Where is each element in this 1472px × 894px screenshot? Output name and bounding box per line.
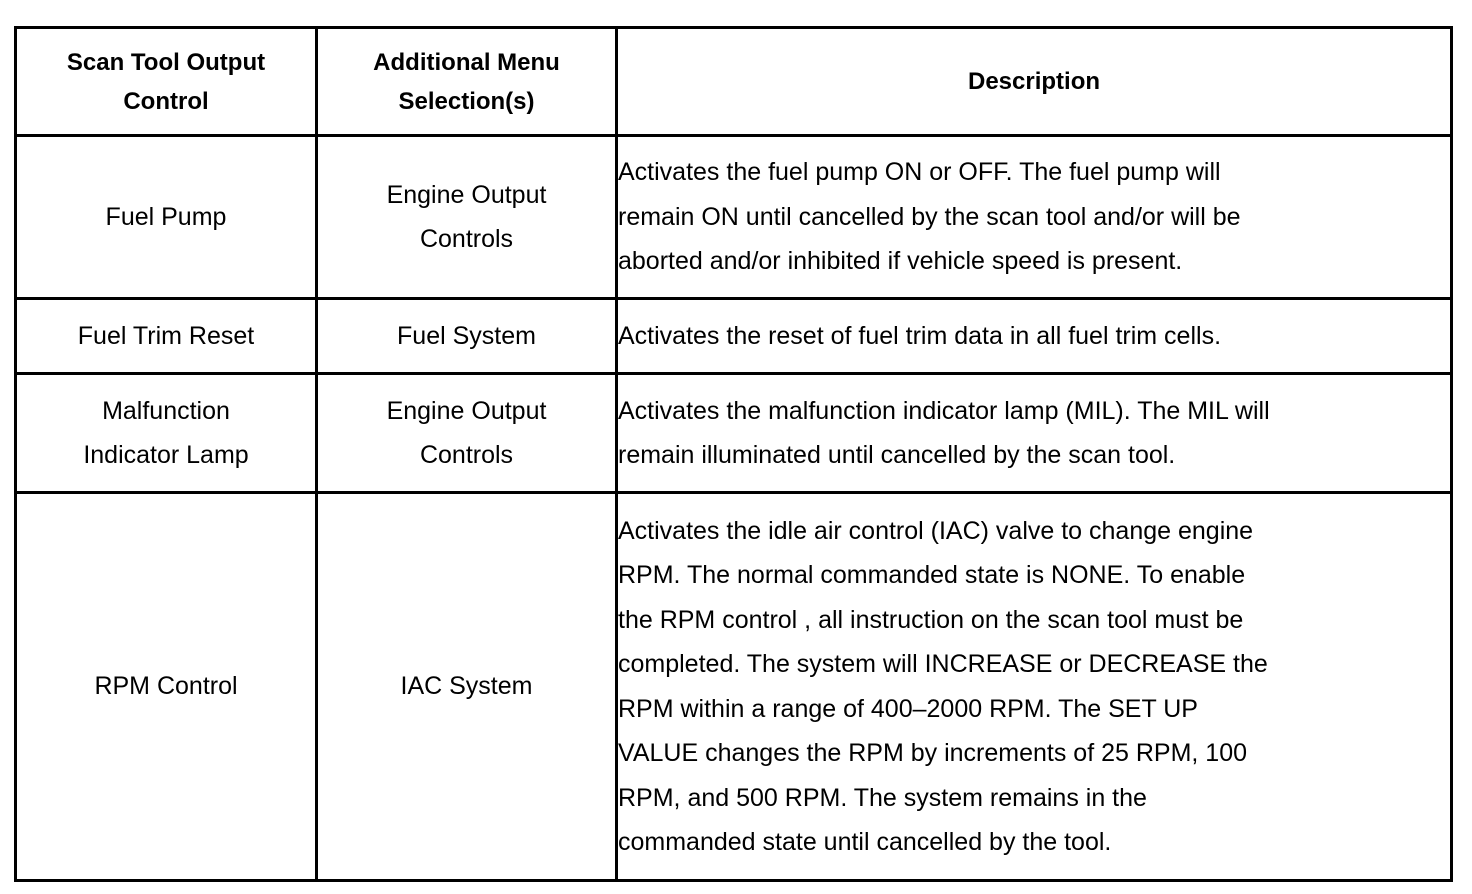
cell-description: Activates the fuel pump ON or OFF. The fuel pump will remain ON until cancelled by the scan tool and/or will be aborted and/or inhibited if vehicle speed is present. [617,136,1452,299]
cell-description: Activates the malfunction indicator lamp (MIL). The MIL will remain illuminated until cancelled by the scan tool. [617,374,1452,493]
header-additional-menu-selections: Additional Menu Selection(s) [317,28,617,136]
table-row [16,136,1452,299]
table-row [16,374,1452,493]
table-row [16,299,1452,374]
cell-description: Activates the idle air control (IAC) valve to change engine RPM. The normal commanded state is NONE. To enable the RPM control , all instruction on the scan tool must be completed. The system will INCREASE or DECREASE the RPM within a range of 400–2000 RPM. The SET UP VALUE changes the RPM by increments of 25 RPM, 100 RPM, and 500 RPM. The system remains in the commanded state until cancelled by the tool. [617,493,1452,881]
header-row [16,28,1452,136]
cell-control: RPM Control [16,493,317,881]
cell-menu: Engine Output Controls [317,374,617,493]
table-row [16,493,1452,881]
cell-menu: Engine Output Controls [317,136,617,299]
header-scan-tool-output-control: Scan Tool Output Control [16,28,317,136]
output-control-table [14,26,1453,882]
cell-description: Activates the reset of fuel trim data in all fuel trim cells. [617,299,1452,374]
cell-control: Fuel Trim Reset [16,299,317,374]
cell-control: Fuel Pump [16,136,317,299]
header-description: Description [617,28,1452,136]
cell-menu: Fuel System [317,299,617,374]
cell-control: Malfunction Indicator Lamp [16,374,317,493]
cell-menu: IAC System [317,493,617,881]
